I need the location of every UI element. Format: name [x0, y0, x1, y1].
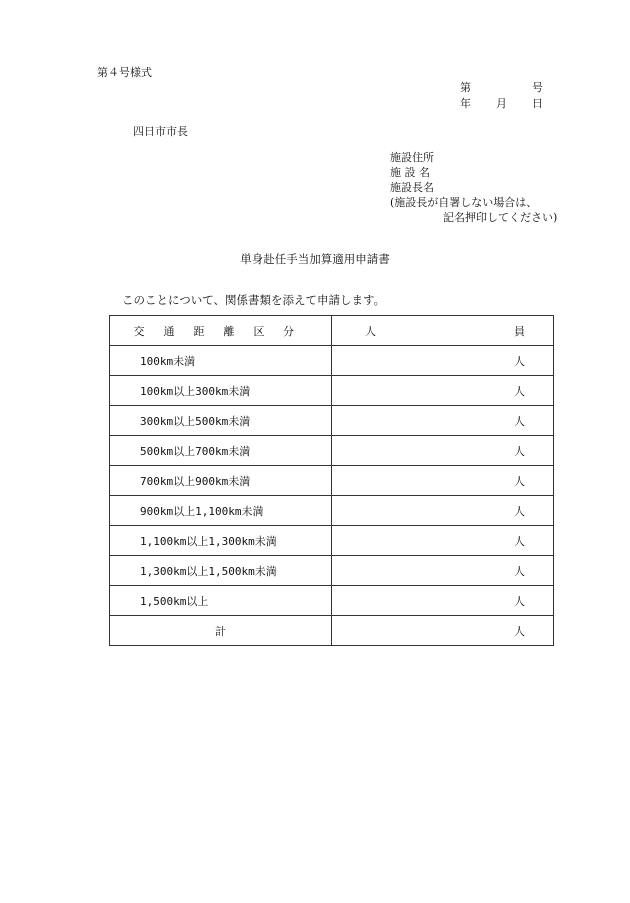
distance-cell: 500km以上700km未満: [110, 436, 332, 466]
distance-cell: 1,300km以上1,500km未満: [110, 556, 332, 586]
date-day-label: 日: [532, 97, 543, 110]
header-char: 距: [193, 324, 205, 338]
table-row: [110, 586, 554, 616]
header-headcount-right: 員: [514, 325, 525, 338]
applicant-block: [390, 150, 557, 225]
addressee: 四日市市長: [133, 125, 188, 138]
date-year-label: 年: [460, 97, 471, 110]
header-char: 区: [253, 324, 265, 338]
table-row: [110, 466, 554, 496]
table-row: [110, 556, 554, 586]
header-distance-category: [110, 316, 332, 346]
header-char: 通: [163, 324, 175, 338]
headcount-cell[interactable]: 人: [332, 526, 554, 556]
header-char: 分: [283, 324, 294, 338]
table-total-row: [110, 616, 554, 646]
total-headcount-cell[interactable]: 人: [332, 616, 554, 646]
headcount-cell[interactable]: 人: [332, 556, 554, 586]
distance-cell: 900km以上1,100km未満: [110, 496, 332, 526]
distance-cell: 100km以上300km未満: [110, 376, 332, 406]
form-number: 第４号様式: [97, 66, 152, 79]
table-row: [110, 346, 554, 376]
distance-cell: 1,100km以上1,300km未満: [110, 526, 332, 556]
document-number-suffix: 号: [532, 81, 543, 94]
headcount-cell[interactable]: 人: [332, 406, 554, 436]
table-row: [110, 436, 554, 466]
table-row: [110, 406, 554, 436]
distance-cell: 700km以上900km未満: [110, 466, 332, 496]
headcount-cell[interactable]: 人: [332, 346, 554, 376]
distance-table: [109, 315, 554, 646]
distance-cell: 300km以上500km未満: [110, 406, 332, 436]
headcount-cell[interactable]: 人: [332, 436, 554, 466]
signature-note-line1: (施設長が自署しない場合は、: [390, 196, 538, 209]
date-month-label: 月: [496, 97, 507, 110]
header-headcount-left: 人: [365, 325, 376, 338]
facility-address-label: 施設住所: [390, 151, 434, 164]
table-row: [110, 526, 554, 556]
header-char: 交: [133, 324, 145, 338]
distance-cell: 1,500km以上: [110, 586, 332, 616]
document-title: 単身赴任手当加算適用申請書: [240, 252, 390, 266]
table-header-row: [110, 316, 554, 346]
document-number-label: 第: [460, 81, 471, 94]
headcount-cell[interactable]: 人: [332, 466, 554, 496]
signature-note-line2: 記名押印してください): [443, 211, 558, 224]
facility-name-label: 施 設 名: [390, 166, 430, 179]
header-char: 離: [223, 324, 235, 338]
facility-director-label: 施設長名: [390, 181, 434, 194]
distance-cell: 100km未満: [110, 346, 332, 376]
total-label: 計: [110, 616, 332, 646]
headcount-cell[interactable]: 人: [332, 376, 554, 406]
headcount-cell[interactable]: 人: [332, 586, 554, 616]
intro-text: このことについて、関係書類を添えて申請します。: [122, 293, 386, 307]
table-row: [110, 496, 554, 526]
header-headcount: [332, 316, 554, 346]
headcount-cell[interactable]: 人: [332, 496, 554, 526]
table-row: [110, 376, 554, 406]
